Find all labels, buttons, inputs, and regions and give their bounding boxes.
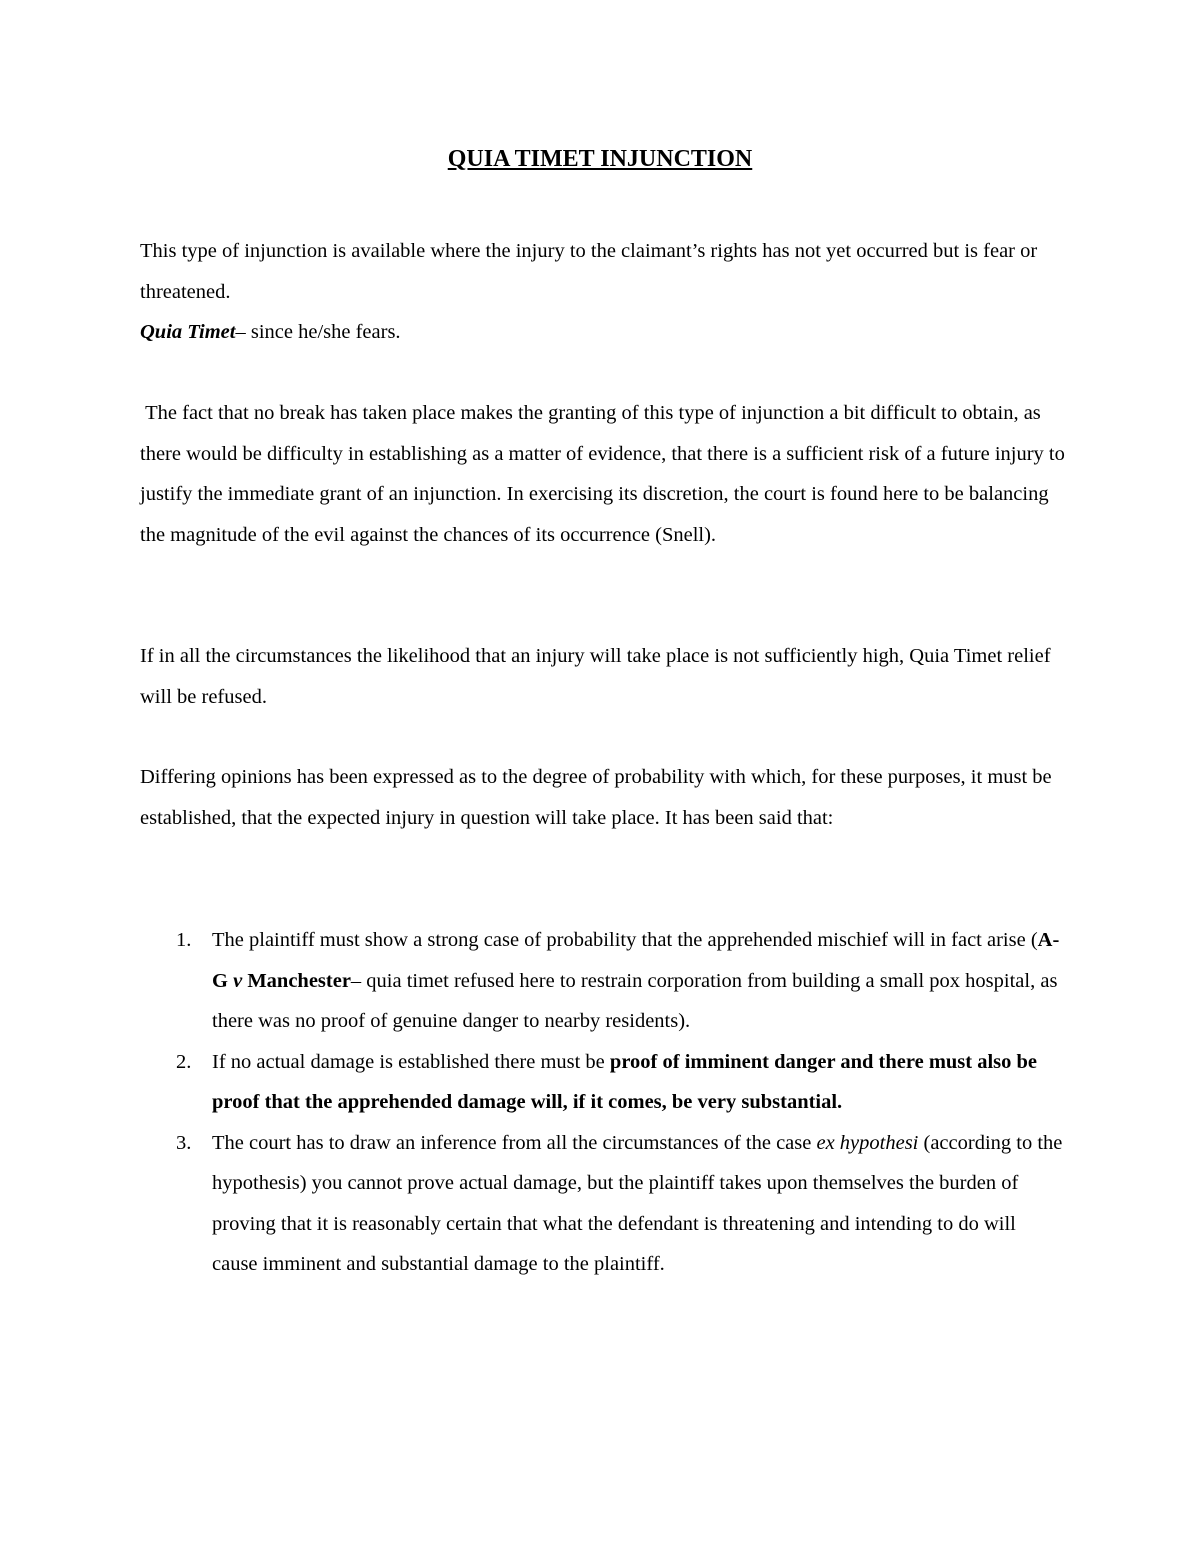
list-item-number: 3.: [176, 1131, 192, 1154]
case-party-1: A-G: [212, 929, 1060, 992]
list-item: [140, 1123, 1065, 1285]
list-item-text: The plaintiff must show a strong case of probability that the apprehended mischief will in fact arise (: [212, 929, 1038, 951]
list-item-text: – quia timet refused here to restrain corporation from building a small pox hospital, as there was no proof of genuine danger to nearby residents).: [212, 969, 1058, 1032]
document-title: QUIA TIMET INJUNCTION: [447, 146, 753, 172]
latin-term: ex hypothesi: [816, 1131, 919, 1154]
paragraph-opinions: Differing opinions has been expressed as to the degree of probability with which, for these purposes, it must be established, that the expected injury in question will take place. It has been said that:: [140, 766, 1052, 829]
list-item-text: (according to the hypothesis) you cannot prove actual damage, but the plaintiff takes upon themselves the burden of proving that it is reasonably certain that what the defendant is threatening and intending to do will cause imminent and substantial damage to the plaintiff.: [212, 1131, 1063, 1275]
list-item-number: 1.: [176, 929, 192, 951]
list-item-number: 2.: [176, 1050, 192, 1073]
numbered-list: [140, 920, 1065, 1285]
term-quia-timet: Quia Timet: [140, 321, 236, 343]
paragraph-likelihood: If in all the circumstances the likelihood that an injury will take place is not sufficiently high, Quia Timet relief will be refused.: [140, 645, 1051, 708]
list-item: [140, 920, 1065, 1042]
list-item: [140, 1042, 1065, 1123]
paragraph-difficulty: The fact that no break has taken place makes the granting of this type of injunction a bit difficult to obtain, as there would be difficulty in establishing as a matter of evidence, that there is a sufficient risk of a future injury to justify the immediate grant of an injunction. In exercising its discretion, the court is found here to be balancing the magnitude of the evil against the chances of its occurrence (Snell).: [140, 402, 1071, 546]
paragraph-definition: [140, 231, 1065, 353]
list-item-text: The court has to draw an inference from all the circumstances of the case: [212, 1131, 817, 1154]
term-definition: – since he/she fears.: [235, 321, 401, 343]
list-item-text: If no actual damage is established there must be: [212, 1050, 610, 1073]
list-item-emphasis: proof of imminent danger and there must also be proof that the apprehended damage will, if it comes, be very substantial.: [212, 1050, 1038, 1113]
case-versus: v: [233, 969, 243, 992]
paragraph-text: This type of injunction is available where the injury to the claimant’s rights has not yet occurred but is fear or threatened.: [140, 240, 1038, 303]
case-party-2: Manchester: [242, 969, 351, 992]
